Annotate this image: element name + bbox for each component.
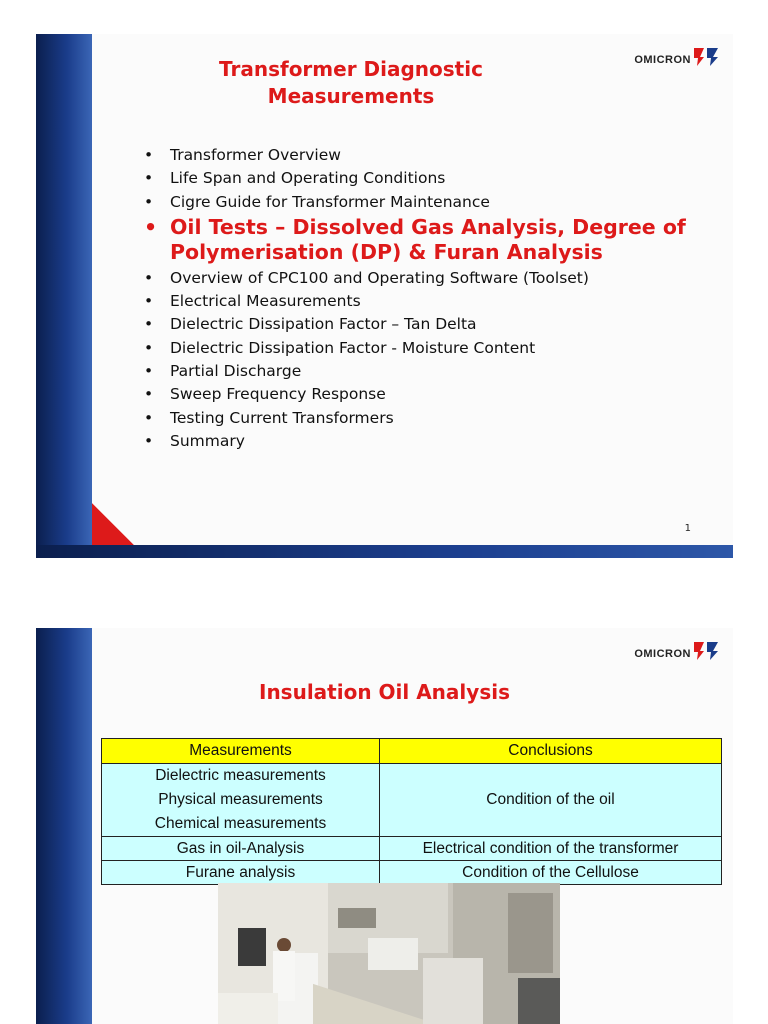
logo-text: OMICRON xyxy=(634,648,691,660)
bullet-icon: • xyxy=(144,214,158,239)
bullet-icon: • xyxy=(144,292,154,311)
conclusion-cell: Condition of the Cellulose xyxy=(380,861,722,885)
bullet-icon: • xyxy=(144,315,154,334)
conclusion-cell: Condition of the oil xyxy=(380,764,722,837)
logo-text: OMICRON xyxy=(634,54,691,66)
measurements-cell: Furane analysis xyxy=(102,861,380,885)
laboratory-photo xyxy=(218,883,560,1024)
page-number: 1 xyxy=(684,523,691,534)
list-item: • Transformer Overview xyxy=(144,144,704,167)
table-row xyxy=(102,861,722,885)
list-item: • Cigre Guide for Transformer Maintenance xyxy=(144,191,704,214)
list-item: • Overview of CPC100 and Operating Software (Toolset) xyxy=(144,267,704,290)
bullet-icon: • xyxy=(144,146,154,164)
omicron-logo-mark-icon xyxy=(691,640,721,662)
list-item: • Life Span and Operating Conditions xyxy=(144,167,704,190)
table-row xyxy=(102,764,722,837)
corner-accent xyxy=(92,503,134,545)
agenda-list xyxy=(144,144,704,453)
bullet-icon: • xyxy=(144,385,154,404)
list-item: • Dielectric Dissipation Factor - Moisture Content xyxy=(144,337,704,360)
measurements-cell: Dielectric measurements Physical measurements Chemical measurements xyxy=(102,764,380,837)
table-row xyxy=(102,837,722,861)
title-line-1: Transformer Diagnostic xyxy=(219,57,483,81)
left-accent-bar xyxy=(36,34,92,558)
list-item: • Partial Discharge xyxy=(144,360,704,383)
omicron-logo-mark-icon xyxy=(691,46,721,68)
bullet-icon: • xyxy=(144,192,154,211)
bullet-icon: • xyxy=(144,362,154,381)
table-header-row xyxy=(102,739,722,764)
measurements-cell: Gas in oil-Analysis xyxy=(102,837,380,861)
conclusion-cell: Electrical condition of the transformer xyxy=(380,837,722,861)
list-item: • Summary xyxy=(144,430,704,453)
column-header-conclusions: Conclusions xyxy=(380,739,722,764)
slide-1 xyxy=(36,34,733,558)
oil-analysis-table xyxy=(101,738,722,885)
bullet-icon: • xyxy=(144,268,154,287)
list-item: • Testing Current Transformers xyxy=(144,407,704,430)
list-item: • Dielectric Dissipation Factor – Tan Delta xyxy=(144,313,704,336)
bullet-icon: • xyxy=(144,338,154,357)
slide-title: Insulation Oil Analysis xyxy=(259,680,510,704)
column-header-measurements: Measurements xyxy=(102,739,380,764)
list-item-highlighted: • Oil Tests – Dissolved Gas Analysis, Degree of Polymerisation (DP) & Furan Analysis xyxy=(144,214,686,264)
bullet-icon: • xyxy=(144,169,154,188)
bullet-icon: • xyxy=(144,408,154,427)
bottom-accent-bar xyxy=(36,545,733,558)
bullet-icon: • xyxy=(144,431,154,450)
slide-2 xyxy=(36,628,733,1024)
slide-title xyxy=(186,56,516,110)
title-line-2: Measurements xyxy=(267,84,435,108)
list-item: • Electrical Measurements xyxy=(144,290,704,313)
list-item: • Sweep Frequency Response xyxy=(144,383,704,406)
